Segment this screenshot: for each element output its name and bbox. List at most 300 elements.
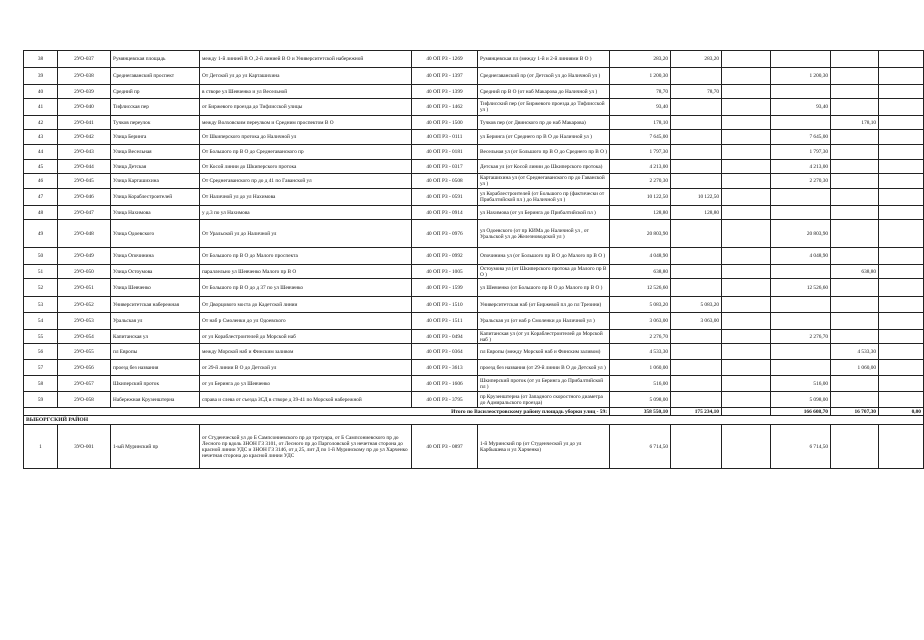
area-col-4 xyxy=(831,160,879,174)
area-col-4 xyxy=(831,85,879,99)
row-number: 46 xyxy=(24,174,58,189)
road-name: Среднегаванский проспект xyxy=(111,68,200,85)
road-name: Улица Опочинина xyxy=(111,248,200,265)
road-description: Среднегаванский пр (от Детской ул до Наличной ул ) xyxy=(478,68,610,85)
registry-number: 40 ОП РЗ - 0111 xyxy=(412,130,478,145)
registry-number: 40 ОП РЗ - 1397 xyxy=(412,68,478,85)
road-code: 2УО-046 xyxy=(58,189,111,206)
area-col-1 xyxy=(671,344,722,360)
area-col-2 xyxy=(722,344,771,360)
area-col-5 xyxy=(879,130,924,145)
area-col-4 xyxy=(831,297,879,313)
area-col-4: 638,80 xyxy=(831,265,879,279)
area-col-4 xyxy=(831,376,879,392)
road-name: Улица Весельная xyxy=(111,145,200,160)
road-name: Улица Шевченко xyxy=(111,279,200,297)
area-col-2 xyxy=(722,392,771,408)
road-code: 2УО-057 xyxy=(58,376,111,392)
road-code: 3УО-001 xyxy=(58,425,111,469)
road-code: 2УО-048 xyxy=(58,220,111,248)
total-area: 1 797,30 xyxy=(610,145,671,160)
road-bounds: от Биржевого проезда до Тифлисской улицы xyxy=(200,99,412,116)
road-name: Тифлисская пер xyxy=(111,99,200,116)
area-col-5 xyxy=(879,174,924,189)
area-col-1 xyxy=(671,376,722,392)
area-col-1 xyxy=(671,330,722,344)
area-col-5 xyxy=(879,376,924,392)
row-number: 44 xyxy=(24,145,58,160)
road-bounds: От Шкиперского протока до Наличной ул xyxy=(200,130,412,145)
registry-number: 40 ОП РЗ - 1511 xyxy=(412,313,478,330)
road-code: 2УО-050 xyxy=(58,265,111,279)
registry-number: 40 ОП РЗ - 0591 xyxy=(412,189,478,206)
total-area: 78,70 xyxy=(610,85,671,99)
area-col-3: 516,00 xyxy=(771,376,831,392)
total-area: 1 200,30 xyxy=(610,68,671,85)
road-description: ул Беринга (от Среднего пр В О до Наличной ул ) xyxy=(478,130,610,145)
road-bounds: в створе ул Шевченко и ул Весельной xyxy=(200,85,412,99)
area-col-1 xyxy=(671,248,722,265)
row-number: 42 xyxy=(24,116,58,130)
total-area: 4 048,90 xyxy=(610,248,671,265)
area-col-4 xyxy=(831,220,879,248)
road-description: Тучков пер (от Двинского пр до наб Макарова) xyxy=(478,116,610,130)
area-col-4 xyxy=(831,248,879,265)
area-col-3: 2 276,70 xyxy=(771,330,831,344)
road-name: Улица Кораблестроителей xyxy=(111,189,200,206)
registry-number: 40 ОП РЗ - 0976 xyxy=(412,220,478,248)
total-area: 2 276,70 xyxy=(610,330,671,344)
area-col-5 xyxy=(879,189,924,206)
area-col-2 xyxy=(722,360,771,376)
row-number: 54 xyxy=(24,313,58,330)
area-col-2 xyxy=(722,174,771,189)
road-name: Средний пр xyxy=(111,85,200,99)
road-bounds: справа и слева от съезда ЗСД в створе д 39-41 по Морской набережной xyxy=(200,392,412,408)
road-description: Весельная ул (от Большого пр В О до Среднего пр В О ) xyxy=(478,145,610,160)
table-row xyxy=(24,248,924,265)
road-name: проезд без названия xyxy=(111,360,200,376)
area-col-2 xyxy=(722,130,771,145)
road-description: проезд без названия (от 29-й линии В О до Детской ул ) xyxy=(478,360,610,376)
registry-number: 40 ОП РЗ - 1599 xyxy=(412,279,478,297)
table-row xyxy=(24,344,924,360)
area-col-2 xyxy=(722,145,771,160)
row-number: 43 xyxy=(24,130,58,145)
table-row xyxy=(24,130,924,145)
road-name: Улица Беринга xyxy=(111,130,200,145)
area-col-4 xyxy=(831,189,879,206)
total-area: 5 083,20 xyxy=(610,297,671,313)
area-col-3 xyxy=(771,313,831,330)
document-page xyxy=(23,50,921,469)
road-description: Средний пр В О (от наб Макарова до Наличной ул ) xyxy=(478,85,610,99)
area-col-1: 78,70 xyxy=(671,85,722,99)
row-number: 55 xyxy=(24,330,58,344)
row-number: 45 xyxy=(24,160,58,174)
area-col-4 xyxy=(831,51,879,68)
road-name: 1-ый Муринский пр xyxy=(111,425,200,469)
summary-total: 358 550,10 xyxy=(610,408,671,416)
road-bounds: от ул Кораблестроителей до Морской наб xyxy=(200,330,412,344)
area-col-2 xyxy=(722,68,771,85)
table-row xyxy=(24,265,924,279)
row-number: 58 xyxy=(24,376,58,392)
area-col-1: 3 063,00 xyxy=(671,313,722,330)
area-col-5 xyxy=(879,313,924,330)
total-area: 3 063,00 xyxy=(610,313,671,330)
registry-number: 40 ОП РЗ - 3795 xyxy=(412,392,478,408)
area-col-4: 178,10 xyxy=(831,116,879,130)
area-col-5 xyxy=(879,425,924,469)
area-col-1 xyxy=(671,145,722,160)
road-bounds: между 1-й линией В О ,2-й линией В О и Университетской набережной xyxy=(200,51,412,68)
area-col-1: 128,80 xyxy=(671,206,722,220)
row-number: 47 xyxy=(24,189,58,206)
registry-number: 40 ОП РЗ - 0494 xyxy=(412,330,478,344)
area-col-4 xyxy=(831,392,879,408)
total-area: 4 533,30 xyxy=(610,344,671,360)
road-code: 2УО-056 xyxy=(58,360,111,376)
area-col-5 xyxy=(879,85,924,99)
road-name: Тучков переулок xyxy=(111,116,200,130)
area-col-2 xyxy=(722,116,771,130)
road-bounds: От Уральской ул до Наличной ул xyxy=(200,220,412,248)
area-col-5 xyxy=(879,248,924,265)
road-code: 2УО-037 xyxy=(58,51,111,68)
registry-number: 40 ОП РЗ - 1500 xyxy=(412,116,478,130)
road-description: ул Нахимова (от ул Беринга до Прибалтийской пл ) xyxy=(478,206,610,220)
road-bounds: от ул Беринга до ул Шевченко xyxy=(200,376,412,392)
road-name: Улица Одоевского xyxy=(111,220,200,248)
area-col-5 xyxy=(879,265,924,279)
area-col-1 xyxy=(671,174,722,189)
table-row xyxy=(24,85,924,99)
registry-number: 40 ОП РЗ - 1005 xyxy=(412,265,478,279)
row-number: 56 xyxy=(24,344,58,360)
area-col-2 xyxy=(722,206,771,220)
road-code: 2УО-054 xyxy=(58,330,111,344)
road-code: 2УО-038 xyxy=(58,68,111,85)
table-row xyxy=(24,145,924,160)
total-area: 10 122,50 xyxy=(610,189,671,206)
registry-number: 40 ОП РЗ - 0181 xyxy=(412,145,478,160)
area-col-4 xyxy=(831,174,879,189)
road-name: Улица Нахимова xyxy=(111,206,200,220)
total-area: 178,10 xyxy=(610,116,671,130)
area-col-5 xyxy=(879,68,924,85)
area-col-5 xyxy=(879,206,924,220)
road-description: 1-й Муринский пр (от Студенческой ул до ул Карбышева и ул Харченко) xyxy=(478,425,610,469)
area-col-5 xyxy=(879,392,924,408)
area-col-3 xyxy=(771,265,831,279)
area-col-5 xyxy=(879,360,924,376)
road-bounds: От Среднегаванского пр до д 41 по Гаванской ул xyxy=(200,174,412,189)
area-col-4 xyxy=(831,313,879,330)
table-row xyxy=(24,313,924,330)
row-number: 57 xyxy=(24,360,58,376)
registry-number: 40 ОП РЗ - 0992 xyxy=(412,248,478,265)
area-col-4 xyxy=(831,130,879,145)
summary-c1: 175 234,10 xyxy=(671,408,722,416)
road-bounds: у д.3 по ул Нахимова xyxy=(200,206,412,220)
road-bounds: между Волховским переулком и Средним проспектом В О xyxy=(200,116,412,130)
area-col-1 xyxy=(671,360,722,376)
area-col-1 xyxy=(671,99,722,116)
road-code: 2УО-052 xyxy=(58,297,111,313)
road-code: 2УО-053 xyxy=(58,313,111,330)
area-col-2 xyxy=(722,220,771,248)
row-number: 50 xyxy=(24,248,58,265)
area-col-5 xyxy=(879,220,924,248)
area-col-4 xyxy=(831,330,879,344)
road-description: Уральская ул (от наб р Смоленки до Наличной ул ) xyxy=(478,313,610,330)
table-row xyxy=(24,189,924,206)
road-name: Шкиперский проток xyxy=(111,376,200,392)
road-description: Остоумова ул (от Шкиперского протока до Малого пр В О ) xyxy=(478,265,610,279)
area-col-3: 4 048,90 xyxy=(771,248,831,265)
road-name: Капитанская ул xyxy=(111,330,200,344)
registry-number: 40 ОП РЗ - 0914 xyxy=(412,206,478,220)
total-area: 5 098,00 xyxy=(610,392,671,408)
area-col-5 xyxy=(879,297,924,313)
summary-c3: 166 608,70 xyxy=(771,408,831,416)
total-area: 4 213,00 xyxy=(610,160,671,174)
total-area: 20 803,90 xyxy=(610,220,671,248)
total-area: 1 060,00 xyxy=(610,360,671,376)
registry-number: 40 ОП РЗ - 0317 xyxy=(412,160,478,174)
road-code: 2УО-047 xyxy=(58,206,111,220)
road-name: Уральская ул xyxy=(111,313,200,330)
area-col-2 xyxy=(722,425,771,469)
road-code: 2УО-039 xyxy=(58,85,111,99)
area-col-3: 5 098,00 xyxy=(771,392,831,408)
road-bounds: От наб р Смоленки до ул Одоевского xyxy=(200,313,412,330)
roads-table xyxy=(23,50,924,469)
road-code: 2УО-055 xyxy=(58,344,111,360)
area-col-2 xyxy=(722,279,771,297)
table-row xyxy=(24,392,924,408)
road-bounds: От Наличной ул до ул Нахимова xyxy=(200,189,412,206)
table-row xyxy=(24,68,924,85)
area-col-5 xyxy=(879,330,924,344)
row-number: 40 xyxy=(24,85,58,99)
road-bounds: От Большого пр В О до Малого проспекта xyxy=(200,248,412,265)
road-description: Университетская наб (от Биржевой пл до пл Трезини) xyxy=(478,297,610,313)
area-col-4 xyxy=(831,279,879,297)
area-col-2 xyxy=(722,189,771,206)
area-col-1: 283,20 xyxy=(671,51,722,68)
total-area: 6 714,50 xyxy=(610,425,671,469)
area-col-1: 5 083,20 xyxy=(671,297,722,313)
area-col-1 xyxy=(671,392,722,408)
road-name: Улица Остоумова xyxy=(111,265,200,279)
summary-c4: 16 707,30 xyxy=(831,408,879,416)
area-col-3 xyxy=(771,206,831,220)
area-col-4 xyxy=(831,145,879,160)
table-row xyxy=(24,297,924,313)
table-row xyxy=(24,425,924,469)
area-col-4 xyxy=(831,425,879,469)
district-title: ВЫБОРГСКИЙ РАЙОН xyxy=(24,416,924,425)
area-col-5 xyxy=(879,51,924,68)
area-col-3: 1 797,30 xyxy=(771,145,831,160)
total-area: 93,40 xyxy=(610,99,671,116)
road-name: Улица Карташихина xyxy=(111,174,200,189)
registry-number: 40 ОП РЗ - 1462 xyxy=(412,99,478,116)
total-area: 283,20 xyxy=(610,51,671,68)
road-description: ул Кораблестроителей (от Большого пр (фактически от Прибалтийской пл ) до Наличной ул ) xyxy=(478,189,610,206)
road-description: Детская ул (от Косой линии до Шкиперского протока) xyxy=(478,160,610,174)
table-row xyxy=(24,116,924,130)
area-col-1 xyxy=(671,265,722,279)
row-number: 1 xyxy=(24,425,58,469)
area-col-3 xyxy=(771,189,831,206)
road-code: 2УО-058 xyxy=(58,392,111,408)
row-number: 49 xyxy=(24,220,58,248)
road-description: Тифлисский пер (от Биржевого проезда до Тифлисской ул ) xyxy=(478,99,610,116)
area-col-2 xyxy=(722,265,771,279)
area-col-2 xyxy=(722,330,771,344)
summary-c2 xyxy=(722,408,771,416)
road-description: Опочинина ул (от Большого пр В О до Малого пр В О ) xyxy=(478,248,610,265)
row-number: 59 xyxy=(24,392,58,408)
area-col-3 xyxy=(771,360,831,376)
table-row xyxy=(24,279,924,297)
row-number: 53 xyxy=(24,297,58,313)
road-description: Капитанская ул (от ул Кораблестроителей до Морской наб ) xyxy=(478,330,610,344)
road-code: 2УО-044 xyxy=(58,160,111,174)
area-col-2 xyxy=(722,85,771,99)
area-col-3: 20 803,90 xyxy=(771,220,831,248)
row-number: 48 xyxy=(24,206,58,220)
road-bounds: От Дворцового моста до Кадетской линии xyxy=(200,297,412,313)
road-bounds: От Большого пр В О до д 37 по ул Шевченко xyxy=(200,279,412,297)
total-area: 128,80 xyxy=(610,206,671,220)
total-area: 12 526,60 xyxy=(610,279,671,297)
area-col-2 xyxy=(722,99,771,116)
registry-number: 40 ОП РЗ - 1606 xyxy=(412,376,478,392)
registry-number: 40 ОП РЗ - 1510 xyxy=(412,297,478,313)
area-col-4 xyxy=(831,206,879,220)
row-number: 51 xyxy=(24,265,58,279)
area-col-3: 4 213,00 xyxy=(771,160,831,174)
area-col-2 xyxy=(722,297,771,313)
registry-number: 40 ОП РЗ - 1399 xyxy=(412,85,478,99)
road-name: Улица Детская xyxy=(111,160,200,174)
registry-number: 40 ОП РЗ - 0364 xyxy=(412,344,478,360)
road-bounds: От Детской ул до ул Карташихина xyxy=(200,68,412,85)
area-col-3: 2 270,30 xyxy=(771,174,831,189)
table-row xyxy=(24,206,924,220)
row-number: 39 xyxy=(24,68,58,85)
road-description: пр Крузенштерна (от Западного скоростного диаметра до Адмиральского проезда) xyxy=(478,392,610,408)
district-header-row xyxy=(24,416,924,425)
road-description: ул Одоевского (от пр КИМа до Наличной ул , от Уральской ул до Железноводской ул ) xyxy=(478,220,610,248)
table-body xyxy=(24,51,924,469)
total-area: 516,00 xyxy=(610,376,671,392)
table-row xyxy=(24,360,924,376)
total-area: 7 645,00 xyxy=(610,130,671,145)
row-number: 52 xyxy=(24,279,58,297)
summary-label: Итого по Василеостровскому району площадь уборки улиц - 59: xyxy=(24,408,610,416)
area-col-3 xyxy=(771,85,831,99)
road-bounds: От Косой линии до Шкиперского протока xyxy=(200,160,412,174)
road-code: 2УО-042 xyxy=(58,130,111,145)
road-code: 2УО-049 xyxy=(58,248,111,265)
area-col-5 xyxy=(879,344,924,360)
area-col-2 xyxy=(722,51,771,68)
road-bounds: от Студенческой ул до Б Сампсониевского пр до тротуара, от Б Сампсониевского пр до Лесного пр вдоль ЗНОН ГЗ 3101, от Лесного пр до Парголовской ул нечетная сторона до красной линии УДС и ЗНОН ГЗ 3146, от д 25, лит Д по 1-й Муринскому пр до ул Харченко нечетная сторона до красной линии УДС xyxy=(200,425,412,469)
road-name: Румянцевская площадь xyxy=(111,51,200,68)
road-description: Шкиперский проток (от ул Беринга до Прибалтийской пл ) xyxy=(478,376,610,392)
row-number: 38 xyxy=(24,51,58,68)
table-row xyxy=(24,376,924,392)
area-col-2 xyxy=(722,376,771,392)
area-col-2 xyxy=(722,160,771,174)
area-col-4 xyxy=(831,99,879,116)
area-col-3 xyxy=(771,297,831,313)
road-code: 2УО-043 xyxy=(58,145,111,160)
table-row xyxy=(24,160,924,174)
registry-number: 40 ОП РЗ - 3613 xyxy=(412,360,478,376)
area-col-1: 10 122,50 xyxy=(671,189,722,206)
area-col-3: 1 200,30 xyxy=(771,68,831,85)
row-number: 41 xyxy=(24,99,58,116)
area-col-2 xyxy=(722,248,771,265)
road-bounds: От Большого пр В О до Среднегаванского пр xyxy=(200,145,412,160)
road-description: пл Европы (между Морской наб и Финским заливом) xyxy=(478,344,610,360)
total-area: 638,80 xyxy=(610,265,671,279)
area-col-1 xyxy=(671,116,722,130)
area-col-5 xyxy=(879,99,924,116)
road-name: пл Европы xyxy=(111,344,200,360)
road-code: 2УО-041 xyxy=(58,116,111,130)
road-bounds: параллельно ул Шевченко Малого пр В О xyxy=(200,265,412,279)
area-col-3 xyxy=(771,344,831,360)
road-description: ул Шевченко (от Большого пр В О до Малого пр В О ) xyxy=(478,279,610,297)
area-col-1 xyxy=(671,68,722,85)
road-code: 2УО-045 xyxy=(58,174,111,189)
registry-number: 40 ОП РЗ - 0897 xyxy=(412,425,478,469)
area-col-3 xyxy=(771,51,831,68)
area-col-2 xyxy=(722,313,771,330)
table-row xyxy=(24,51,924,68)
road-name: Университетская набережная xyxy=(111,297,200,313)
area-col-5 xyxy=(879,116,924,130)
area-col-4: 4 533,30 xyxy=(831,344,879,360)
registry-number: 40 ОП РЗ - 1269 xyxy=(412,51,478,68)
road-bounds: между Морской наб и Финским заливом xyxy=(200,344,412,360)
road-code: 2УО-051 xyxy=(58,279,111,297)
road-description: Румянцевская пл (между 1-й и 2-й линиями В О ) xyxy=(478,51,610,68)
table-row xyxy=(24,220,924,248)
summary-row xyxy=(24,408,924,416)
area-col-1 xyxy=(671,220,722,248)
table-row xyxy=(24,330,924,344)
area-col-1 xyxy=(671,279,722,297)
area-col-1 xyxy=(671,425,722,469)
table-row xyxy=(24,99,924,116)
area-col-4 xyxy=(831,68,879,85)
road-code: 2УО-040 xyxy=(58,99,111,116)
area-col-5 xyxy=(879,160,924,174)
area-col-3 xyxy=(771,116,831,130)
road-name: Набережная Крузенштерна xyxy=(111,392,200,408)
area-col-3: 93,40 xyxy=(771,99,831,116)
area-col-5 xyxy=(879,279,924,297)
area-col-3: 6 714,50 xyxy=(771,425,831,469)
